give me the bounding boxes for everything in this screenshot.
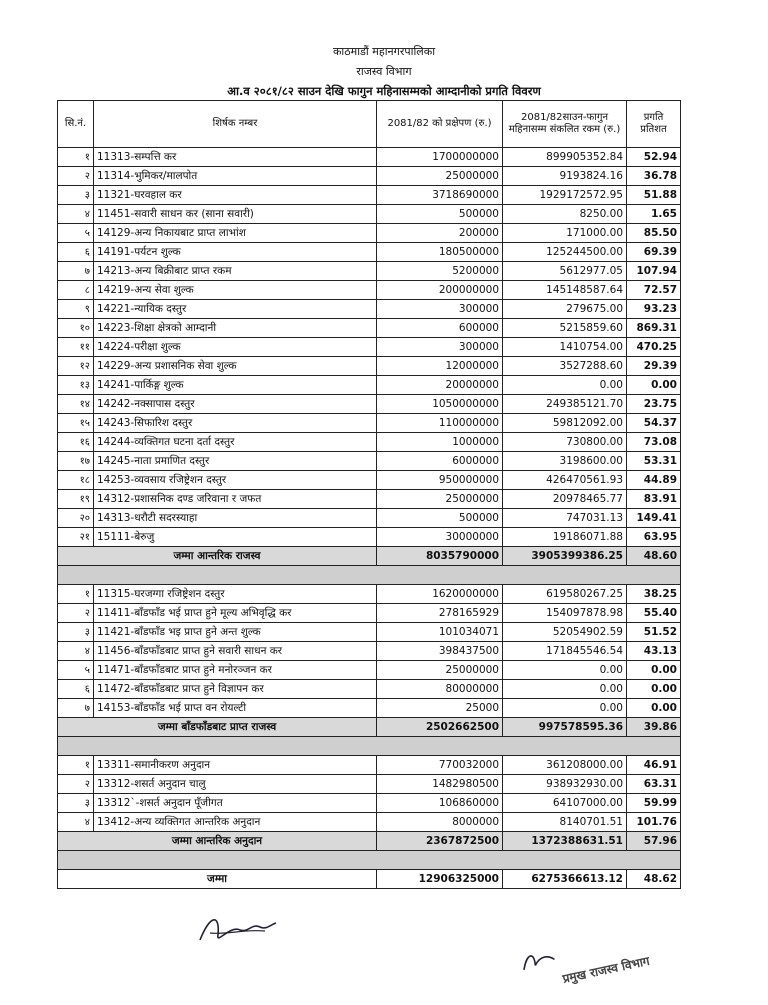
table-row [58,414,681,433]
section-separator [58,851,681,870]
row-sn: २ [58,775,94,794]
table-row [58,490,681,509]
row-projection: 110000000 [377,414,503,433]
row-progress: 23.75 [627,395,681,414]
row-collected: 64107000.00 [503,794,627,813]
row-sn: ३ [58,794,94,813]
row-progress: 0.00 [627,699,681,718]
grand-total-label: जम्मा [58,870,377,889]
row-progress: 83.91 [627,490,681,509]
subtotal-projection: 8035790000 [377,547,503,566]
row-progress: 69.39 [627,243,681,262]
row-collected: 899905352.84 [503,148,627,167]
subtotal-progress: 48.60 [627,547,681,566]
row-projection: 200000 [377,224,503,243]
row-projection: 1482980500 [377,775,503,794]
row-collected: 0.00 [503,661,627,680]
table-row [58,623,681,642]
row-head: 14243-सिफारिश दस्तुर [94,414,377,433]
row-head: 14253-व्यवसाय रजिष्ट्रेशन दस्तुर [94,471,377,490]
row-collected: 8250.00 [503,205,627,224]
row-sn: १ [58,585,94,604]
subtotal-collected: 997578595.36 [503,718,627,737]
row-progress: 869.31 [627,319,681,338]
row-projection: 80000000 [377,680,503,699]
table-row [58,167,681,186]
row-projection: 500000 [377,205,503,224]
signature [190,905,280,950]
row-collected: 125244500.00 [503,243,627,262]
table-row [58,395,681,414]
row-projection: 200000000 [377,281,503,300]
col-header-head: शिर्षक नम्बर [94,101,377,148]
stamp-text: प्रमुख राजस्व विभाग [561,953,651,986]
row-sn: ११ [58,338,94,357]
subtotal-label: जम्मा आन्तरिक अनुदान [58,832,377,851]
row-collected: 52054902.59 [503,623,627,642]
separator-cell [58,851,681,870]
table-row [58,300,681,319]
col-header-progress: प्रगति प्रतिशत [627,101,681,148]
row-projection: 25000000 [377,661,503,680]
row-head: 11456-बाँडफाँडबाट प्राप्त हुने सवारी साधन कर [94,642,377,661]
table-row [58,775,681,794]
row-sn: ७ [58,699,94,718]
row-collected: 0.00 [503,376,627,395]
row-progress: 93.23 [627,300,681,319]
table-row [58,376,681,395]
row-head: 14129-अन्य निकायबाट प्राप्त लाभांश [94,224,377,243]
row-collected: 249385121.70 [503,395,627,414]
row-collected: 1410754.00 [503,338,627,357]
row-progress: 51.88 [627,186,681,205]
row-sn: ३ [58,186,94,205]
row-projection: 20000000 [377,376,503,395]
row-progress: 73.08 [627,433,681,452]
subtotal-row [58,547,681,566]
row-sn: ४ [58,642,94,661]
row-projection: 12000000 [377,357,503,376]
row-progress: 44.89 [627,471,681,490]
table-header-row [58,101,681,148]
row-head: 11411-बाँडफाँड भई प्राप्त हुने मूल्य अभिवृद्धि कर [94,604,377,623]
row-sn: ४ [58,813,94,832]
row-progress: 0.00 [627,661,681,680]
row-progress: 52.94 [627,148,681,167]
row-collected: 171845546.54 [503,642,627,661]
department-name: राजस्व विभाग [356,65,412,78]
row-progress: 51.52 [627,623,681,642]
table-row [58,262,681,281]
row-progress: 36.78 [627,167,681,186]
row-collected: 154097878.98 [503,604,627,623]
row-progress: 55.40 [627,604,681,623]
row-projection: 25000000 [377,490,503,509]
row-projection: 1050000000 [377,395,503,414]
official-stamp [516,920,674,1005]
row-sn: ३ [58,623,94,642]
row-head: 11321-घरवहाल कर [94,186,377,205]
row-head: 14313-धरौटी सदरस्याहा [94,509,377,528]
row-progress: 38.25 [627,585,681,604]
row-progress: 0.00 [627,680,681,699]
row-projection: 1620000000 [377,585,503,604]
row-head: 14229-अन्य प्रशासनिक सेवा शुल्क [94,357,377,376]
separator-cell [58,566,681,585]
table-row [58,680,681,699]
row-collected: 0.00 [503,680,627,699]
row-sn: ८ [58,281,94,300]
row-head: 11451-सवारी साधन कर (साना सवारी) [94,205,377,224]
table-row [58,319,681,338]
table-row [58,661,681,680]
row-head: 14219-अन्य सेवा शुल्क [94,281,377,300]
row-head: 14242-नक्सापास दस्तुर [94,395,377,414]
row-progress: 470.25 [627,338,681,357]
row-head: 14224-परीक्षा शुल्क [94,338,377,357]
row-projection: 398437500 [377,642,503,661]
row-collected: 938932930.00 [503,775,627,794]
row-collected: 19186071.88 [503,528,627,547]
table-row [58,224,681,243]
row-projection: 950000000 [377,471,503,490]
row-projection: 770032000 [377,756,503,775]
row-projection: 300000 [377,338,503,357]
table-row [58,281,681,300]
col-header-projection: 2081/82 को प्रक्षेपण (रु.) [377,101,503,148]
table-row [58,794,681,813]
row-head: 14312-प्रशासनिक दण्ड जरिवाना र जफत [94,490,377,509]
row-projection: 600000 [377,319,503,338]
table-row [58,813,681,832]
row-sn: २ [58,167,94,186]
row-sn: १ [58,148,94,167]
row-sn: १८ [58,471,94,490]
subtotal-label: जम्मा बाँडफाँडबाट प्राप्त राजस्व [58,718,377,737]
subtotal-collected: 1372388631.51 [503,832,627,851]
row-sn: १२ [58,357,94,376]
grand-total-collected: 6275366613.12 [503,870,627,889]
table-body [58,148,681,889]
table-row [58,642,681,661]
report-title: आ.व २०८१/८२ साउन देखि फागुन महिनासम्मको आम्दानीको प्रगति विवरण [227,84,541,98]
table-row [58,205,681,224]
row-sn: १० [58,319,94,338]
row-projection: 500000 [377,509,503,528]
row-sn: १ [58,756,94,775]
table-row [58,604,681,623]
row-collected: 5215859.60 [503,319,627,338]
table-row [58,186,681,205]
row-collected: 730800.00 [503,433,627,452]
row-head: 14153-बाँडफाँड भई प्राप्त वन रोयल्टी [94,699,377,718]
row-progress: 53.31 [627,452,681,471]
row-sn: १९ [58,490,94,509]
row-sn: ४ [58,205,94,224]
table-row [58,357,681,376]
row-head: 13412-अन्य व्यक्तिगत आन्तरिक अनुदान [94,813,377,832]
row-projection: 180500000 [377,243,503,262]
row-sn: ५ [58,224,94,243]
row-sn: २१ [58,528,94,547]
row-collected: 8140701.51 [503,813,627,832]
row-collected: 5612977.05 [503,262,627,281]
row-head: 11313-सम्पत्ति कर [94,148,377,167]
section-separator [58,566,681,585]
row-head: 14245-नाता प्रमाणित दस्तुर [94,452,377,471]
row-projection: 25000000 [377,167,503,186]
row-progress: 63.31 [627,775,681,794]
subtotal-row [58,718,681,737]
section-separator [58,737,681,756]
row-progress: 85.50 [627,224,681,243]
row-collected: 145148587.64 [503,281,627,300]
row-collected: 3527288.60 [503,357,627,376]
row-projection: 30000000 [377,528,503,547]
row-projection: 5200000 [377,262,503,281]
row-progress: 29.39 [627,357,681,376]
row-progress: 59.99 [627,794,681,813]
row-sn: ६ [58,680,94,699]
row-head: 14223-शिक्षा क्षेत्रको आम्दानी [94,319,377,338]
subtotal-projection: 2367872500 [377,832,503,851]
row-head: 14241-पार्किङ्ग शुल्क [94,376,377,395]
row-collected: 3198600.00 [503,452,627,471]
row-collected: 20978465.77 [503,490,627,509]
row-progress: 107.94 [627,262,681,281]
row-projection: 1000000 [377,433,503,452]
row-head: 11472-बाँडफाँडबाट प्राप्त हुने विज्ञापन कर [94,680,377,699]
row-head: 15111-बेरुजु [94,528,377,547]
col-header-collected: 2081/82साउन-फागुन महिनासम्म संकलित रकम (रु.) [503,101,627,148]
row-sn: २० [58,509,94,528]
table-row [58,452,681,471]
row-head: 14213-अन्य बिक्रीबाट प्राप्त रकम [94,262,377,281]
subtotal-projection: 2502662500 [377,718,503,737]
row-sn: १५ [58,414,94,433]
table-row [58,471,681,490]
row-sn: १७ [58,452,94,471]
row-head: 11471-बाँडफाँडबाट प्राप्त हुने मनोरञ्जन कर [94,661,377,680]
subtotal-collected: 3905399386.25 [503,547,627,566]
row-sn: १४ [58,395,94,414]
office-name: काठमाडौं महानगरपालिका [332,45,436,58]
row-projection: 8000000 [377,813,503,832]
grand-total-projection: 12906325000 [377,870,503,889]
row-sn: १६ [58,433,94,452]
row-progress: 0.00 [627,376,681,395]
separator-cell [58,737,681,756]
stamp-scribble [516,943,561,981]
row-progress: 43.13 [627,642,681,661]
table-row [58,509,681,528]
row-head: 11314-भुमिकर/मालपोत [94,167,377,186]
row-collected: 1929172572.95 [503,186,627,205]
row-projection: 106860000 [377,794,503,813]
row-head: 13312-शसर्त अनुदान चालु [94,775,377,794]
col-header-sn: सि.नं. [58,101,94,148]
row-projection: 6000000 [377,452,503,471]
row-sn: २ [58,604,94,623]
row-collected: 619580267.25 [503,585,627,604]
row-projection: 1700000000 [377,148,503,167]
row-projection: 300000 [377,300,503,319]
row-head: 11315-घरजग्गा रजिष्ट्रेशन दस्तुर [94,585,377,604]
table-row [58,585,681,604]
table-row [58,528,681,547]
row-collected: 361208000.00 [503,756,627,775]
row-sn: ६ [58,243,94,262]
table-row [58,243,681,262]
row-collected: 0.00 [503,699,627,718]
row-collected: 747031.13 [503,509,627,528]
subtotal-label: जम्मा आन्तरिक राजस्व [58,547,377,566]
row-projection: 101034071 [377,623,503,642]
table-row [58,148,681,167]
row-sn: ९ [58,300,94,319]
row-progress: 72.57 [627,281,681,300]
row-progress: 149.41 [627,509,681,528]
row-collected: 426470561.93 [503,471,627,490]
row-progress: 63.95 [627,528,681,547]
grand-total-row [58,870,681,889]
row-collected: 59812092.00 [503,414,627,433]
row-projection: 278165929 [377,604,503,623]
row-progress: 1.65 [627,205,681,224]
row-projection: 3718690000 [377,186,503,205]
row-head: 14221-न्यायिक दस्तुर [94,300,377,319]
row-collected: 171000.00 [503,224,627,243]
table-row [58,756,681,775]
row-collected: 279675.00 [503,300,627,319]
row-collected: 9193824.16 [503,167,627,186]
row-head: 14244-व्यक्तिगत घटना दर्ता दस्तुर [94,433,377,452]
revenue-table [57,100,681,889]
table-row [58,699,681,718]
row-projection: 25000 [377,699,503,718]
table-row [58,338,681,357]
row-sn: १३ [58,376,94,395]
row-sn: ७ [58,262,94,281]
row-progress: 54.37 [627,414,681,433]
subtotal-progress: 57.96 [627,832,681,851]
table-row [58,433,681,452]
subtotal-row [58,832,681,851]
grand-total-progress: 48.62 [627,870,681,889]
row-head: 11421-बाँडफाँड भइ प्राप्त हुने अन्त शुल्क [94,623,377,642]
row-head: 13312`-शसर्त अनुदान पूँजीगत [94,794,377,813]
row-head: 14191-पर्यटन शुल्क [94,243,377,262]
row-progress: 101.76 [627,813,681,832]
row-sn: ५ [58,661,94,680]
row-progress: 46.91 [627,756,681,775]
subtotal-progress: 39.86 [627,718,681,737]
row-head: 13311-समानीकरण अनुदान [94,756,377,775]
